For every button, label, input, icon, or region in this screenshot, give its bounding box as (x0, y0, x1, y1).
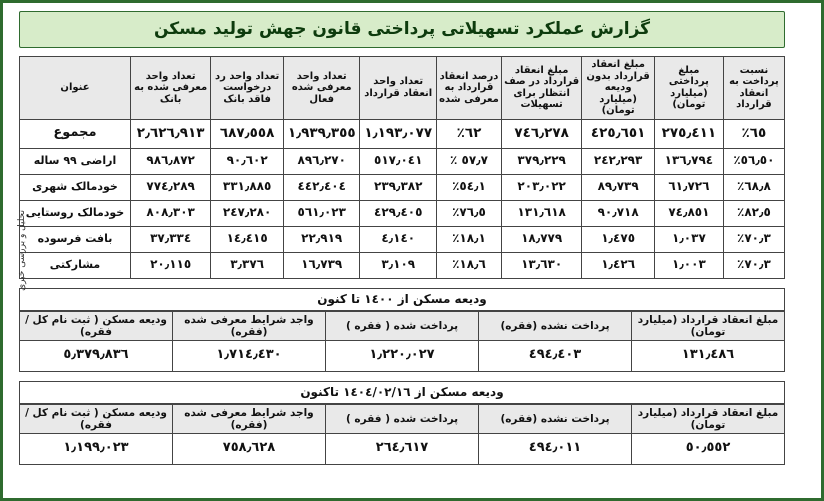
cell-row-label: بافت فرسوده (20, 226, 131, 252)
cell-rejected-no-bank-units: ١٤٫٤١٥ (211, 226, 284, 252)
cell-contract-units: ٤٫١٤٠ (360, 226, 437, 252)
cell-row-label: اراضی ٩٩ ساله (20, 148, 131, 174)
cell-paid-amount: ١٫٠٣٧ (654, 226, 723, 252)
cell-paid-amount: ٢٧٥٫٤١١ (654, 119, 723, 148)
page-title: گزارش عملکرد تسهیلاتی پرداختی قانون جهش تولید مسکن (19, 11, 785, 48)
deposit-table-1404 (19, 381, 785, 465)
cell-active-introduced-units: ٢٢٫٩١٩ (283, 226, 360, 252)
deposit-table-1400 (19, 288, 785, 372)
cell-rejected-no-bank-units: ٣٣١٫٨٨٥ (211, 174, 284, 200)
cell-rejected-no-bank-units: ٦٨٧٫٥٥٨ (211, 119, 284, 148)
table-row (20, 226, 785, 252)
col-header-contract-amount-waiting: مبلغ انعقاد قرارداد در صف انتظار برای تسهیلات (501, 57, 581, 120)
cell-paid-amount: ٦١٫٧٢٦ (654, 174, 723, 200)
col-header-qualified-introduced: واجد شرایط معرفی شده (فقره) (173, 311, 326, 340)
table-row (20, 174, 785, 200)
cell-contract-amount-waiting: ١٣١٫٦١٨ (501, 200, 581, 226)
col-header-total-registered: ودیعه مسکن ( ثبت نام کل /فقره) (20, 404, 173, 433)
cell-row-label: خودمالک روستایی (20, 200, 131, 226)
col-header-contract-amount-no-deposit: مبلغ انعقاد قرارداد بدون ودیعه (میلیارد تومان) (582, 57, 655, 120)
cell-contract-amount-waiting: ١٨٫٧٧٩ (501, 226, 581, 252)
col-header-unpaid: پرداخت نشده (فقره) (479, 404, 632, 433)
cell-payment-ratio: ٧٠٫٣٪ (723, 252, 784, 278)
col-header-paid: پرداخت شده ( فقره ) (326, 404, 479, 433)
cell-payment-ratio: ٨٢٫٥٪ (723, 200, 784, 226)
cell-contract-amount-waiting: ٣٧٩٫٢٢٩ (501, 148, 581, 174)
col-header-introduced-to-bank-units: تعداد واحد معرفی شده به بانک (130, 57, 210, 120)
table-row (20, 252, 785, 278)
cell-introduced-to-bank-units: ٣٧٫٣٣٤ (130, 226, 210, 252)
deposit-table-1400-table (19, 311, 785, 372)
cell-contract-amount-no-deposit: ٢٤٢٫٢٩٣ (582, 148, 655, 174)
cell-contract-amount-no-deposit: ١٫٤٧٥ (582, 226, 655, 252)
cell-contract-units: ٣٫١٠٩ (360, 252, 437, 278)
cell-contract-amount-no-deposit: ٨٩٫٧٣٩ (582, 174, 655, 200)
cell-contract-to-introduced-pct: ٦٢٪ (436, 119, 501, 148)
cell-payment-ratio: ٦٨٫٨٪ (723, 174, 784, 200)
main-table-wrap (19, 56, 785, 279)
cell-active-introduced-units: ١٫٩٣٩٫٣٥٥ (283, 119, 360, 148)
col-header-unpaid: پرداخت نشده (فقره) (479, 311, 632, 340)
cell-contract-to-introduced-pct: ٥٧٫٧ ٪ (436, 148, 501, 174)
cell-contract-to-introduced-pct: ٧٦٫٥٪ (436, 200, 501, 226)
cell-contract-amount: ١٣١٫٤٨٦ (632, 340, 785, 371)
cell-introduced-to-bank-units: ٨٠٨٫٣٠٣ (130, 200, 210, 226)
cell-paid: ٢٦٤٫٦١٧ (326, 433, 479, 464)
cell-paid-amount: ١٣٦٫٧٩٤ (654, 148, 723, 174)
cell-payment-ratio: ٦٥٪ (723, 119, 784, 148)
cell-contract-units: ٥١٧٫٠٤١ (360, 148, 437, 174)
cell-unpaid: ٤٩٤٫٠١١ (479, 433, 632, 464)
table-row (20, 200, 785, 226)
table-row (20, 148, 785, 174)
cell-rejected-no-bank-units: ٢٤٧٫٢٨٠ (211, 200, 284, 226)
cell-contract-to-introduced-pct: ١٨٫٦٪ (436, 252, 501, 278)
main-table-body (20, 119, 785, 278)
cell-contract-to-introduced-pct: ١٨٫١٪ (436, 226, 501, 252)
cell-paid: ١٫٢٢٠٫٠٢٧ (326, 340, 479, 371)
cell-payment-ratio: ٥٦٫٥٠٪ (723, 148, 784, 174)
cell-introduced-to-bank-units: ٩٨٦٫٨٧٢ (130, 148, 210, 174)
cell-contract-units: ٢٣٩٫٣٨٢ (360, 174, 437, 200)
cell-rejected-no-bank-units: ٩٠٫٦٠٢ (211, 148, 284, 174)
cell-qualified-introduced: ٧٥٨٫٦٢٨ (173, 433, 326, 464)
col-header-contract-amount: مبلغ انعقاد قرارداد (میلیارد تومان) (632, 311, 785, 340)
cell-total-registered: ٥٫٣٧٩٫٨٣٦ (20, 340, 173, 371)
deposit-1404-header-row (20, 404, 785, 433)
deposit-table-1404-table (19, 404, 785, 465)
col-header-contract-to-introduced-pct: درصد انعقاد قرارداد به معرفی شده (436, 57, 501, 120)
cell-contract-units: ١٫١٩٣٫٠٧٧ (360, 119, 437, 148)
col-header-payment-ratio: نسبت پرداخت به انعقاد قرارداد (723, 57, 784, 120)
cell-row-label: مجموع (20, 119, 131, 148)
col-header-qualified-introduced: واجد شرایط معرفی شده (فقره) (173, 404, 326, 433)
cell-row-label: خودمالک شهری (20, 174, 131, 200)
cell-active-introduced-units: ٥٦١٫٠٢٣ (283, 200, 360, 226)
cell-row-label: مشارکتی (20, 252, 131, 278)
cell-rejected-no-bank-units: ٣٫٣٧٦ (211, 252, 284, 278)
table-row (20, 119, 785, 148)
cell-active-introduced-units: ٨٩٦٫٢٧٠ (283, 148, 360, 174)
table-row (20, 433, 785, 464)
deposit-table-1400-title: ودیعه مسکن از ١٤٠٠ تا کنون (19, 288, 785, 311)
col-header-contract-units: تعداد واحد انعقاد قرارداد (360, 57, 437, 120)
cell-introduced-to-bank-units: ٧٧٤٫٢٨٩ (130, 174, 210, 200)
cell-contract-amount-waiting: ١٣٫٦٣٠ (501, 252, 581, 278)
cell-contract-to-introduced-pct: ٥٤٫١٪ (436, 174, 501, 200)
cell-unpaid: ٤٩٤٫٤٠٣ (479, 340, 632, 371)
cell-paid-amount: ٧٤٫٨٥١ (654, 200, 723, 226)
deposit-1400-header-row (20, 311, 785, 340)
cell-contract-amount: ٥٠٫٥٥٢ (632, 433, 785, 464)
col-header-active-introduced-units: تعداد واحد معرفی شده فعال (283, 57, 360, 120)
main-table (19, 56, 785, 279)
table-row (20, 340, 785, 371)
cell-active-introduced-units: ٤٤٢٫٤٠٤ (283, 174, 360, 200)
col-header-total-registered: ودیعه مسکن ( ثبت نام کل /فقره) (20, 311, 173, 340)
col-header-paid-amount: مبلغ پرداختی (میلیارد تومان) (654, 57, 723, 120)
deposit-table-1404-title: ودیعه مسکن از ١٤٠٤/٠٢/١٦ تاکنون (19, 381, 785, 404)
col-header-contract-amount: مبلغ انعقاد قرارداد (میلیارد تومان) (632, 404, 785, 433)
col-header-title: عنوان (20, 57, 131, 120)
cell-introduced-to-bank-units: ٢٫٦٢٦٫٩١٣ (130, 119, 210, 148)
cell-contract-amount-no-deposit: ١٫٤٢٦ (582, 252, 655, 278)
cell-qualified-introduced: ١٫٧١٤٫٤٣٠ (173, 340, 326, 371)
cell-total-registered: ١٫١٩٩٫٠٢٣ (20, 433, 173, 464)
main-table-header-row (20, 57, 785, 120)
cell-contract-amount-waiting: ٧٤٦٫٢٧٨ (501, 119, 581, 148)
cell-introduced-to-bank-units: ٢٠٫١١٥ (130, 252, 210, 278)
cell-payment-ratio: ٧٠٫٣٪ (723, 226, 784, 252)
cell-contract-amount-waiting: ٢٠٣٫٠٢٢ (501, 174, 581, 200)
cell-active-introduced-units: ١٦٫٧٣٩ (283, 252, 360, 278)
col-header-paid: پرداخت شده ( فقره ) (326, 311, 479, 340)
cell-contract-amount-no-deposit: ٤٢٥٫٦٥١ (582, 119, 655, 148)
cell-paid-amount: ١٫٠٠٣ (654, 252, 723, 278)
cell-contract-amount-no-deposit: ٩٠٫٧١٨ (582, 200, 655, 226)
col-header-rejected-no-bank-units: تعداد واحد رد درخواست فاقد بانک (211, 57, 284, 120)
side-caption-text: تحلیل و بررسی خبری (17, 210, 27, 291)
cell-contract-units: ٤٢٩٫٤٠٥ (360, 200, 437, 226)
